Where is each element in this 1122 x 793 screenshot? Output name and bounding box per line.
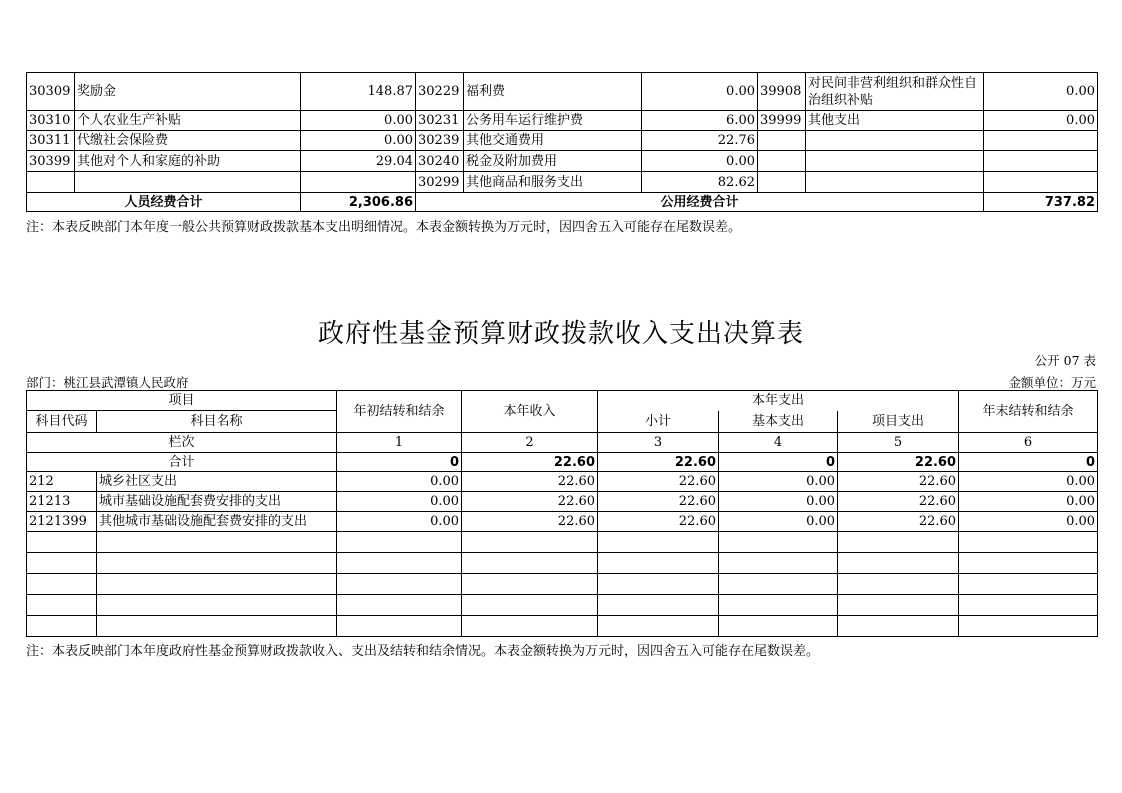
econ-value <box>301 172 416 193</box>
econ-value: 0.00 <box>984 111 1098 131</box>
form-number: 公开 07 表 <box>1034 353 1096 368</box>
econ-name: 其他支出 <box>806 111 984 131</box>
column-number: 1 <box>337 433 462 453</box>
empty-row <box>27 574 1098 595</box>
header-income: 本年收入 <box>462 391 598 433</box>
econ-code <box>758 172 806 193</box>
amount-cell: 22.60 <box>838 492 959 512</box>
econ-name: 福利费 <box>464 73 642 111</box>
amount-cell: 22.60 <box>838 512 959 532</box>
header-item: 项目 <box>27 391 337 411</box>
amount-cell: 22.60 <box>598 472 719 492</box>
econ-code: 30309 <box>27 73 75 111</box>
empty-row <box>27 532 1098 553</box>
econ-code <box>758 151 806 172</box>
table-row <box>27 111 1098 131</box>
column-number: 3 <box>598 433 719 453</box>
header-spending: 本年支出 <box>598 391 959 411</box>
column-number: 6 <box>959 433 1098 453</box>
econ-value: 148.87 <box>301 73 416 111</box>
total-value: 0 <box>959 453 1098 472</box>
header-opening: 年初结转和结余 <box>337 391 462 433</box>
econ-value <box>984 131 1098 151</box>
amount-cell: 0.00 <box>719 512 838 532</box>
econ-code: 39908 <box>758 73 806 111</box>
column-number-row <box>27 433 1098 453</box>
amount-cell: 0.00 <box>959 492 1098 512</box>
total-value: 22.60 <box>838 453 959 472</box>
econ-code <box>758 131 806 151</box>
total-row <box>27 453 1098 472</box>
amount-cell: 0.00 <box>719 472 838 492</box>
amount-cell: 0.00 <box>337 472 462 492</box>
totals-row <box>27 193 1098 212</box>
header-closing: 年末结转和结余 <box>959 391 1098 433</box>
table-row <box>27 151 1098 172</box>
basic-expenditure-body <box>27 73 1098 212</box>
econ-name <box>806 131 984 151</box>
econ-name: 代缴社会保险费 <box>75 131 301 151</box>
econ-name: 公务用车运行维护费 <box>464 111 642 131</box>
econ-value <box>984 172 1098 193</box>
econ-name: 其他对个人和家庭的补助 <box>75 151 301 172</box>
econ-code: 30399 <box>27 151 75 172</box>
table-row <box>27 472 1098 492</box>
amount-cell: 22.60 <box>462 472 598 492</box>
subject-code: 21213 <box>27 492 97 512</box>
total-value: 0 <box>719 453 838 472</box>
econ-value <box>984 151 1098 172</box>
table-row <box>27 172 1098 193</box>
econ-name: 对民间非营利组织和群众性自治组织补贴 <box>806 73 984 111</box>
econ-name: 其他交通费用 <box>464 131 642 151</box>
table-row <box>27 512 1098 532</box>
page-title: 政府性基金预算财政拨款收入支出决算表 <box>317 319 804 349</box>
public-total-label: 公用经费合计 <box>416 193 984 212</box>
econ-value: 82.62 <box>642 172 758 193</box>
department-label: 部门：桃江县武潭镇人民政府 <box>26 375 189 390</box>
column-number: 4 <box>719 433 838 453</box>
econ-code: 30229 <box>416 73 464 111</box>
econ-value: 22.76 <box>642 131 758 151</box>
basic-expenditure-table <box>26 72 1098 212</box>
total-value: 22.60 <box>462 453 598 472</box>
amount-cell: 0.00 <box>337 512 462 532</box>
personnel-total-value: 2,306.86 <box>301 193 416 212</box>
econ-code: 30299 <box>416 172 464 193</box>
amount-cell: 0.00 <box>959 512 1098 532</box>
amount-cell: 22.60 <box>598 512 719 532</box>
government-fund-table <box>26 390 1098 637</box>
amount-cell: 0.00 <box>337 492 462 512</box>
econ-value: 0.00 <box>301 131 416 151</box>
econ-value: 29.04 <box>301 151 416 172</box>
empty-row <box>27 595 1098 616</box>
econ-code: 30231 <box>416 111 464 131</box>
subject-name: 其他城市基础设施配套费安排的支出 <box>97 512 337 532</box>
econ-code: 30239 <box>416 131 464 151</box>
total-value: 22.60 <box>598 453 719 472</box>
subject-code: 2121399 <box>27 512 97 532</box>
table1-note: 注：本表反映部门本年度一般公共预算财政拨款基本支出明细情况。本表金额转换为万元时，因四舍五入可能存在尾数误差。 <box>26 220 742 235</box>
econ-name: 税金及附加费用 <box>464 151 642 172</box>
amount-cell: 22.60 <box>462 512 598 532</box>
amount-cell: 22.60 <box>462 492 598 512</box>
header-code: 科目代码 <box>27 411 97 433</box>
econ-name: 奖励金 <box>75 73 301 111</box>
econ-code <box>27 172 75 193</box>
total-value: 0 <box>337 453 462 472</box>
econ-value: 0.00 <box>984 73 1098 111</box>
econ-code: 30310 <box>27 111 75 131</box>
header-project: 项目支出 <box>838 411 959 433</box>
column-number: 5 <box>838 433 959 453</box>
econ-value: 0.00 <box>642 73 758 111</box>
header-name: 科目名称 <box>97 411 337 433</box>
table-row <box>27 131 1098 151</box>
personnel-total-label: 人员经费合计 <box>27 193 301 212</box>
table-row <box>27 492 1098 512</box>
subject-code: 212 <box>27 472 97 492</box>
empty-row <box>27 553 1098 574</box>
amount-cell: 0.00 <box>959 472 1098 492</box>
econ-code: 30240 <box>416 151 464 172</box>
column-number-label: 栏次 <box>27 433 337 453</box>
econ-name: 其他商品和服务支出 <box>464 172 642 193</box>
unit-label: 金额单位：万元 <box>1008 375 1096 390</box>
econ-name: 个人农业生产补贴 <box>75 111 301 131</box>
public-total-value: 737.82 <box>984 193 1098 212</box>
table2-note: 注：本表反映部门本年度政府性基金预算财政拨款收入、支出及结转和结余情况。本表金额转换为万元时，因四舍五入可能存在尾数误差。 <box>26 644 820 659</box>
econ-value: 6.00 <box>642 111 758 131</box>
econ-value: 0.00 <box>301 111 416 131</box>
econ-name <box>75 172 301 193</box>
amount-cell: 22.60 <box>598 492 719 512</box>
column-number: 2 <box>462 433 598 453</box>
empty-row <box>27 616 1098 637</box>
amount-cell: 22.60 <box>838 472 959 492</box>
econ-value: 0.00 <box>642 151 758 172</box>
header-basic: 基本支出 <box>719 411 838 433</box>
econ-code: 39999 <box>758 111 806 131</box>
header-subtotal: 小计 <box>598 411 719 433</box>
total-label: 合计 <box>27 453 337 472</box>
subject-name: 城乡社区支出 <box>97 472 337 492</box>
amount-cell: 0.00 <box>719 492 838 512</box>
econ-code: 30311 <box>27 131 75 151</box>
econ-name <box>806 172 984 193</box>
econ-name <box>806 151 984 172</box>
header-row <box>27 391 1098 411</box>
subject-name: 城市基础设施配套费安排的支出 <box>97 492 337 512</box>
table-row <box>27 73 1098 111</box>
